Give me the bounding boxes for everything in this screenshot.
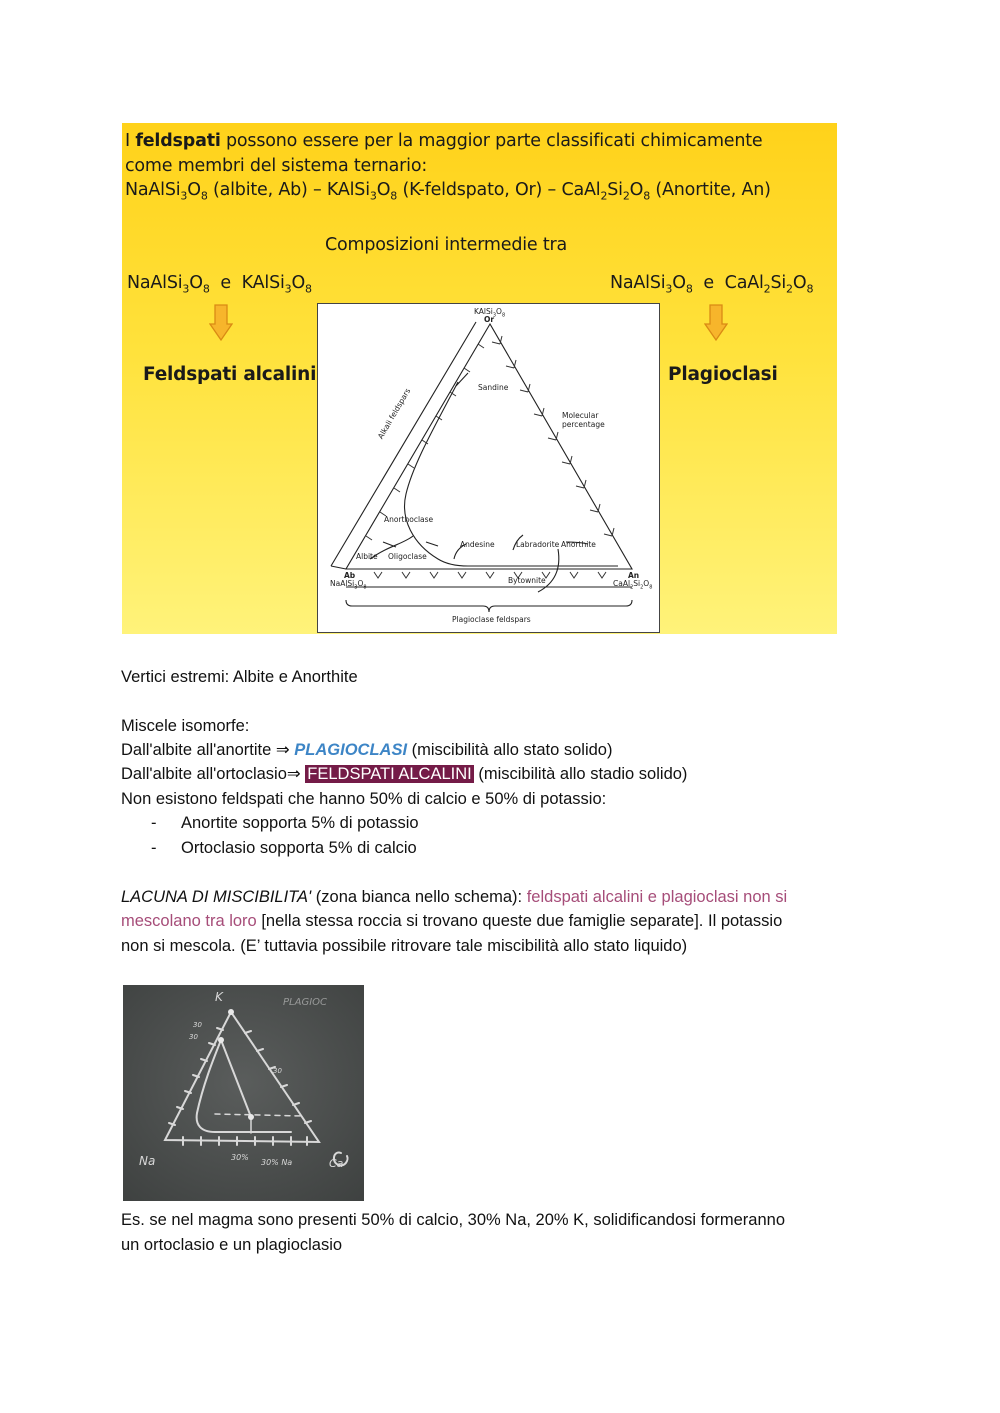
- board-label-plag: PLAGIOC: [283, 997, 327, 1008]
- plagioclasi-line: Dall'albite all'anortite ⇒ PLAGIOCLASI (miscibilità allo stato solido): [121, 741, 613, 759]
- slide-right-pair: $NaAlSi_3O_8$ e $CaAl_2Si_2O_8$: [610, 273, 814, 296]
- diagram-molecular: Molecular: [562, 411, 599, 420]
- plagioclasi-highlight: PLAGIOCLASI: [294, 741, 408, 759]
- ternary-diagram-lines: [318, 304, 661, 634]
- diagram-percentage: percentage: [562, 420, 605, 429]
- board-dot-k: [228, 1009, 234, 1015]
- diagram-an-vertex: An: [628, 571, 640, 580]
- board-label-30c: 30: [193, 1021, 202, 1029]
- board-label-na: Na: [139, 1154, 156, 1168]
- non-esistono-line: Non esistono feldspati che hanno 50% di calcio e 50% di potassio:: [121, 790, 607, 808]
- list-dash: -: [151, 814, 157, 832]
- slide-alkali-label: Feldspati alcalini: [143, 364, 317, 385]
- es-line2: un ortoclasio e un plagioclasio: [121, 1236, 343, 1254]
- lacuna-line1: LACUNA DI MISCIBILITA' (zona bianca nello schema): feldspati alcalini e plagioclasi non si: [121, 888, 788, 906]
- diagram-sanidine: Sandine: [478, 383, 509, 392]
- slide-intro-line2: come membri del sistema ternario:: [125, 156, 428, 176]
- diagram-plagioclase-label: Plagioclase feldspars: [452, 615, 531, 624]
- left-down-arrow-icon: [209, 304, 233, 342]
- diagram-anorthoclase: Anorthoclase: [384, 515, 434, 524]
- diagram-top-formula: $KAlSi_3O_8$: [474, 307, 506, 319]
- board-label-30d: 30: [189, 1033, 198, 1041]
- diagram-andesine: Andesine: [460, 540, 495, 549]
- slide-intermediate-title: Composizioni intermedie tra: [325, 235, 568, 255]
- diagram-albite: Albite: [356, 552, 378, 561]
- list-dash: -: [151, 839, 157, 857]
- slide-plagio-label: Plagioclasi: [668, 364, 778, 385]
- vertici-line: Vertici estremi: Albite e Anorthite: [121, 668, 358, 686]
- blackboard-drawing: [123, 985, 364, 1201]
- lacuna-line3: non si mescola. (E’ tuttavia possibile ritrovare tale miscibilità allo stato liquido): [121, 937, 688, 955]
- lacuna-line2: mescolano tra loro [nella stessa roccia si trovano queste due famiglie separate]. Il potassio: [121, 912, 783, 930]
- board-label-30b: 30% Na: [261, 1158, 293, 1167]
- es-line1: Es. se nel magma sono presenti 50% di calcio, 30% Na, 20% K, solidificandosi formeranno: [121, 1211, 786, 1229]
- board-label-k: K: [215, 990, 223, 1004]
- diagram-anorthite: Anorthite: [561, 540, 596, 549]
- diagram-labradorite: Labradorite: [516, 540, 560, 549]
- ternary-diagram: [317, 303, 660, 633]
- right-down-arrow-icon: [704, 304, 728, 342]
- slide-intro-line1: I feldspati possono essere per la maggior parte classificati chimicamente: [125, 131, 763, 151]
- diagram-left-formula: $NaAlSi_3O_8$: [330, 579, 367, 591]
- feldspar-slide-image: [122, 123, 837, 634]
- list-item-text: Ortoclasio sopporta 5% di calcio: [181, 839, 417, 857]
- diagram-ab-vertex: Ab: [344, 571, 356, 580]
- diagram-oligoclase: Oligoclase: [388, 552, 427, 561]
- diagram-or-vertex: Or: [484, 315, 495, 324]
- slide-left-pair: $NaAlSi_3O_8$ e $KAlSi_3O_8$: [127, 273, 312, 296]
- board-dot-sample: [248, 1114, 254, 1120]
- diagram-right-formula: $CaAl_2Si_2O_8$: [613, 579, 653, 591]
- feldspati-highlight: FELDSPATI ALCALINI: [307, 765, 472, 783]
- board-label-30e: 30: [273, 1067, 282, 1075]
- board-dot-inner: [218, 1037, 224, 1043]
- board-label-30a: 30%: [231, 1153, 249, 1162]
- list-item-text: Anortite sopporta 5% di potassio: [181, 814, 419, 832]
- diagram-bytownite: Bytownite: [508, 576, 546, 585]
- blackboard-photo: [123, 985, 364, 1201]
- board-label-ca: Ca: [329, 1157, 344, 1170]
- miscele-heading: Miscele isomorfe:: [121, 717, 250, 735]
- diagram-alkali-label: Alkali feldspars: [376, 386, 413, 441]
- slide-formula-line: $NaAlSi_3O_8$ (albite, $Ab) - KAlSi_3O_8$ (K-feldspato, $Or) - CaAl_2Si_2O_8$ (Anortite, An): [125, 180, 771, 203]
- feldspati-line: Dall'albite all'ortoclasio⇒ FELDSPATI ALCALINI (miscibilità allo stadio solido): [121, 765, 688, 783]
